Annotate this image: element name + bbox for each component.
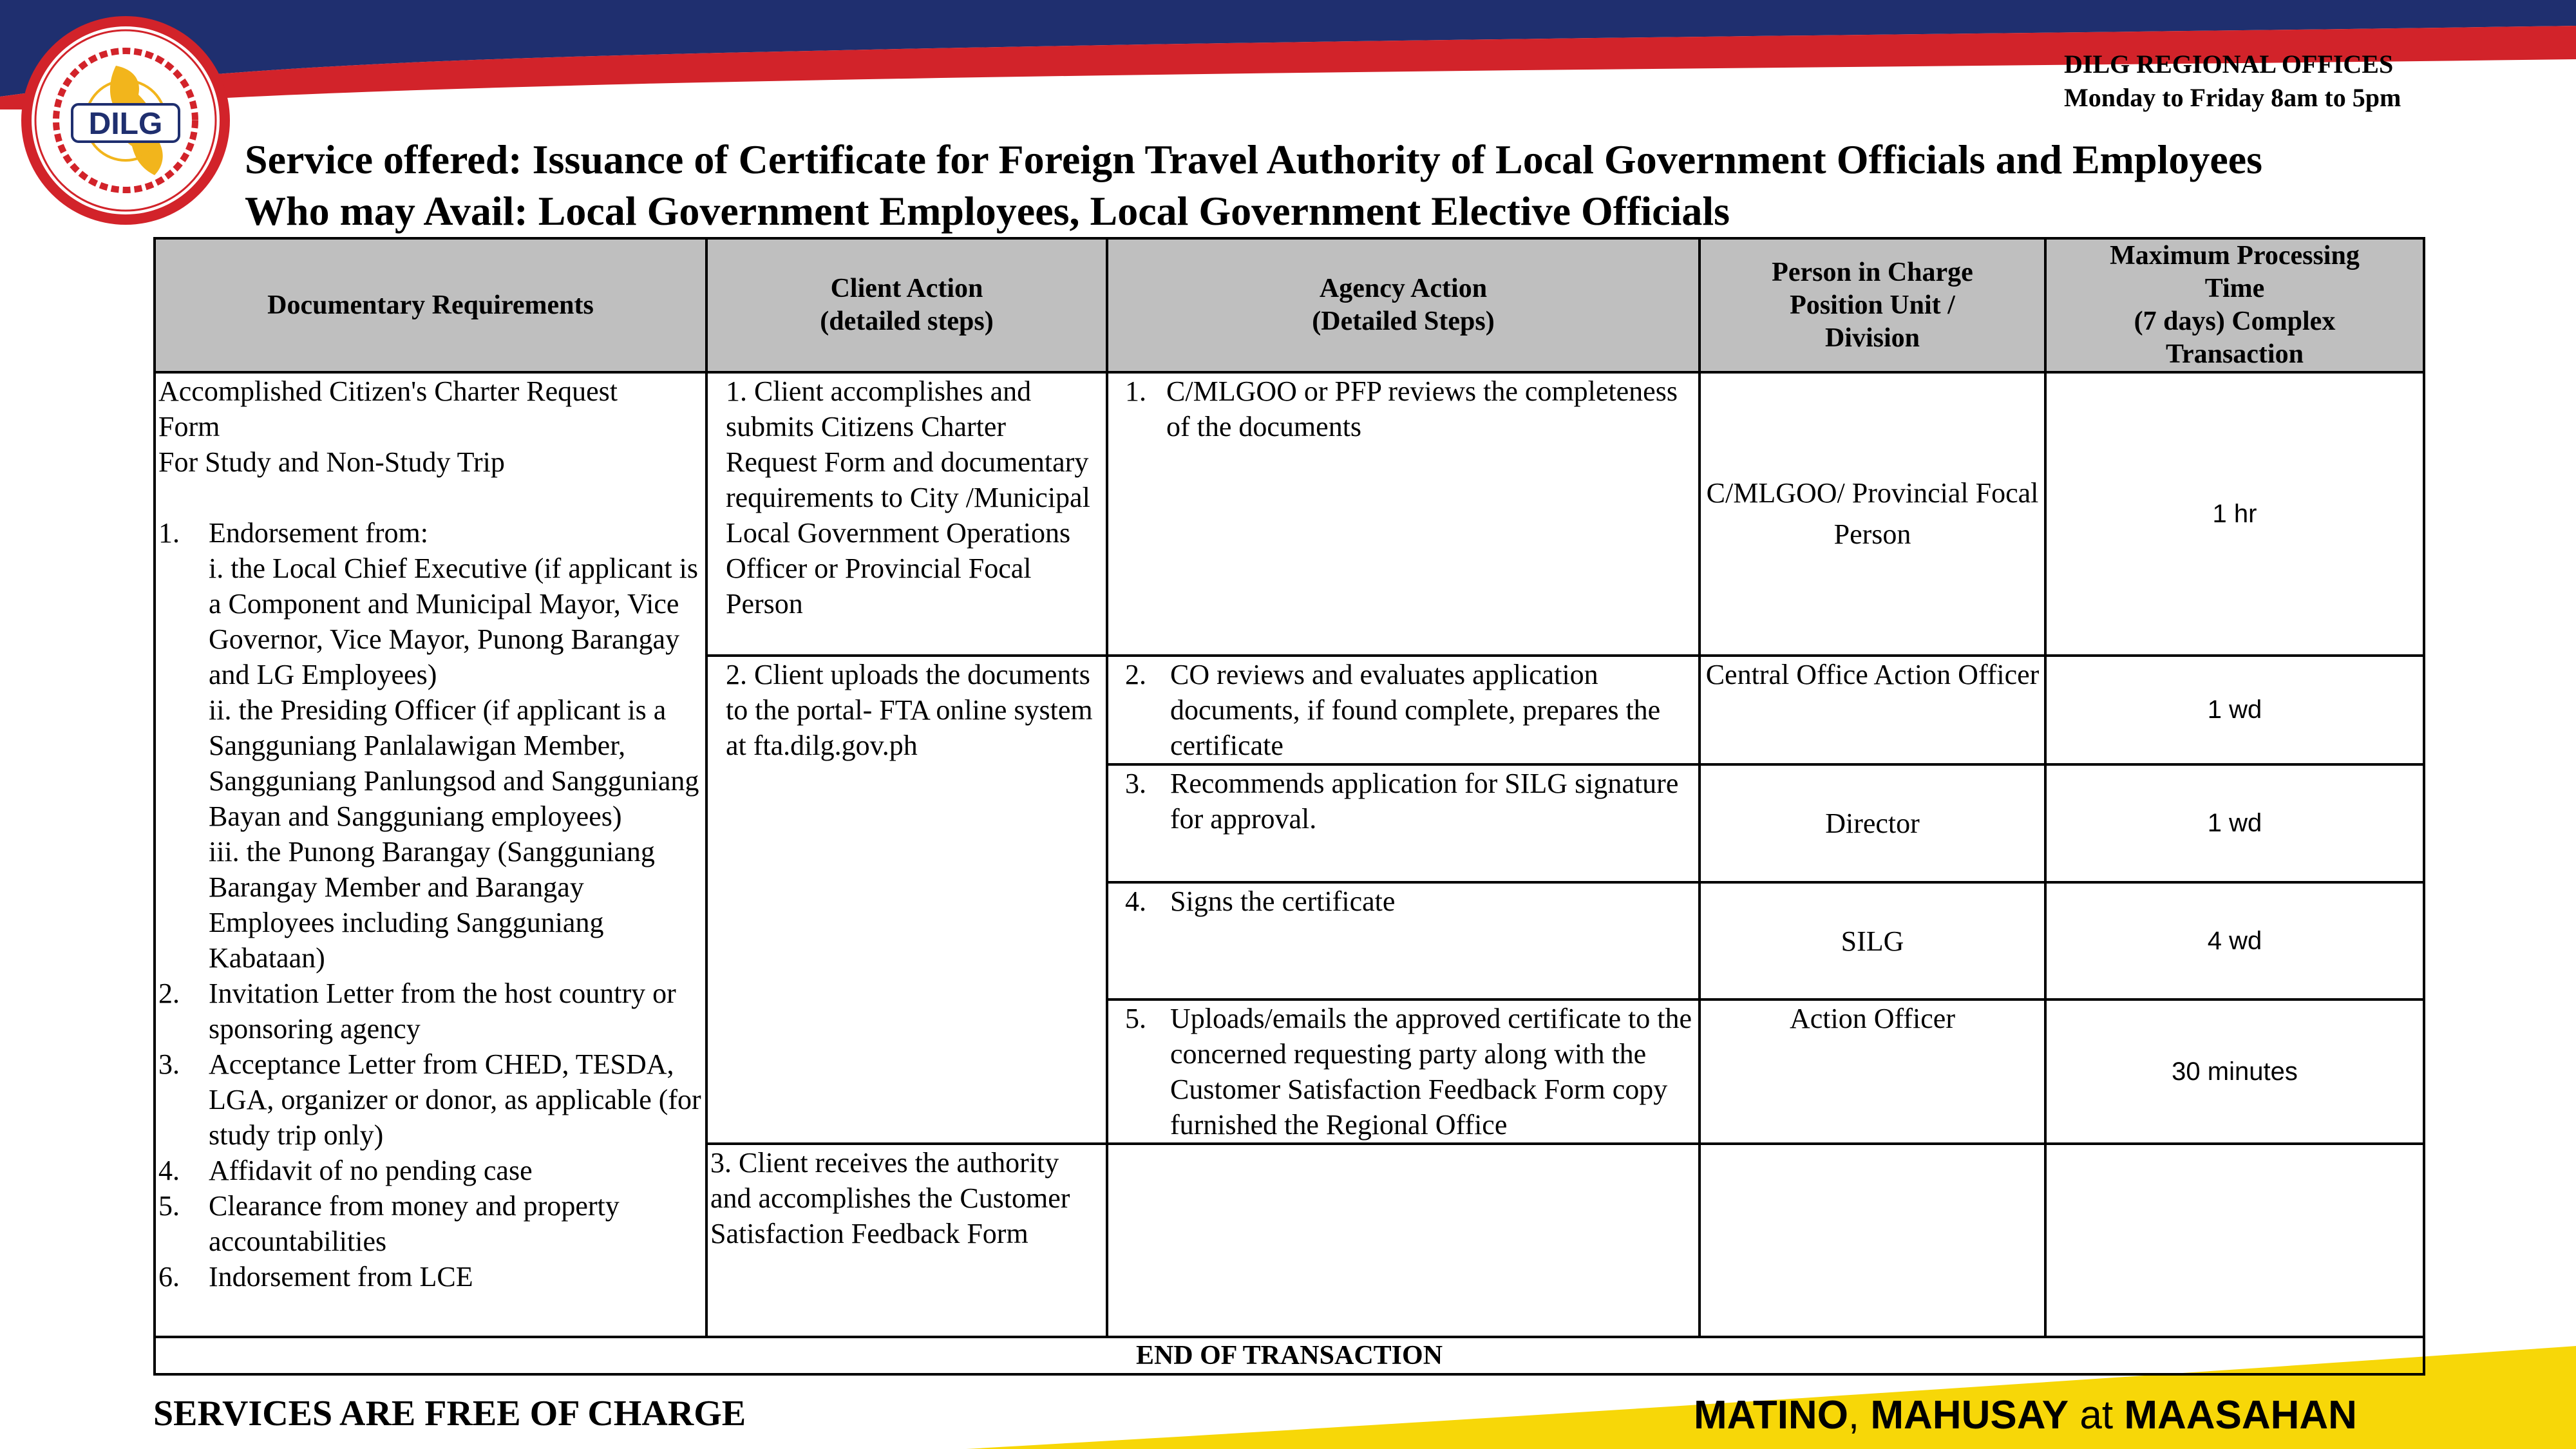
requirements-intro-3: For Study and Non-Study Trip [158,446,505,478]
free-of-charge-note: SERVICES ARE FREE OF CHARGE [153,1394,746,1434]
requirements-intro-1: Accomplished Citizen's Charter Request [158,375,618,407]
agency-action-3: 3. Recommends application for SILG signature for approval. [1107,764,1700,882]
header-processing-time: Maximum Processing Time (7 days) Complex Transaction [2045,238,2424,372]
header-person-in-charge: Person in Charge Position Unit / Division [1700,238,2045,372]
list-item: 3. Acceptance Letter from CHED, TESDA, LGA, organizer or donor, as applicable (for study trip only) [158,1048,701,1151]
person-in-charge-3: Director [1700,764,2045,882]
client-action-3: 3. Client receives the authority and accomplishes the Customer Satisfaction Feedback Form [706,1144,1107,1337]
who-may-avail-title: Who may Avail: Local Government Employees, Local Government Elective Officials [245,188,1730,234]
motto: MATINO, MAHUSAY at MAASAHAN [1694,1393,2357,1437]
header-agency-action: Agency Action (Detailed Steps) [1107,238,1700,372]
service-offered-title: Service offered: Issuance of Certificate for Foreign Travel Authority of Local Government Officials and Employees [245,137,2263,182]
person-in-charge-1: C/MLGOO/ Provincial Focal Person [1700,372,2045,656]
list-item: 1. Endorsement from: [158,517,428,549]
header-client-action: Client Action (detailed steps) [706,238,1107,372]
client-action-2: 2. Client uploads the documents to the portal- FTA online system at fta.dilg.gov.ph [706,656,1107,1144]
table-row [155,372,2424,656]
list-item: 4. Affidavit of no pending case [158,1155,533,1186]
agency-action-4: 4. Signs the certificate [1107,882,1700,999]
logo-text: DILG [88,107,163,141]
office-hours: Monday to Friday 8am to 5pm [2064,83,2401,112]
person-in-charge-5: Action Officer [1700,999,2045,1144]
list-item: 6. Indorsement from LCE [158,1261,473,1293]
requirements-intro-2: Form [158,411,220,442]
office-info [2064,48,2401,115]
list-item: ii. the Presiding Officer (if applicant is a Sangguniang Panlalawigan Member, Sangguniang Panlungsod and Sangguniang Bayan and Sangguniang employees) [209,694,699,832]
agency-action-5: 5. Uploads/emails the approved certificate to the concerned requesting party along with the Customer Satisfaction Feedback Form copy furnished the Regional Office [1107,999,1700,1144]
list-item: iii. the Punong Barangay (Sangguniang Barangay Member and Barangay Employees including Sangguniang Kabataan) [209,836,655,974]
person-in-charge-2: Central Office Action Officer [1700,656,2045,764]
documentary-requirements-cell [155,372,706,1337]
table-header-row [155,238,2424,372]
agency-action-2: 2. CO reviews and evaluates application documents, if found complete, prepares the certificate [1107,656,1700,764]
processing-time-4: 4 wd [2045,882,2424,999]
processing-time-3: 1 wd [2045,764,2424,882]
list-item: 2. Invitation Letter from the host country or sponsoring agency [158,978,676,1045]
processing-time-empty [2045,1144,2424,1337]
person-in-charge-empty [1700,1144,2045,1337]
dilg-logo [19,14,232,227]
agency-action-1: 1. C/MLGOO or PFP reviews the completeness of the documents [1107,372,1700,656]
processing-time-5: 30 minutes [2045,999,2424,1144]
requirements-list [158,515,705,1294]
person-in-charge-4: SILG [1700,882,2045,999]
end-row [155,1337,2424,1374]
end-of-transaction: END OF TRANSACTION [155,1337,2424,1374]
citizens-charter-table [153,237,2425,1376]
list-item: i. the Local Chief Executive (if applicant is a Component and Municipal Mayor, Vice Governor, Vice Mayor, Punong Barangay and LG Employees) [209,553,698,690]
agency-action-empty [1107,1144,1700,1337]
list-item: 5. Clearance from money and property accountabilities [158,1190,620,1257]
processing-time-2: 1 wd [2045,656,2424,764]
client-action-1: 1. Client accomplishes and submits Citizens Charter Request Form and documentary requirements to City /Municipal Local Government Operations Officer or Provincial Focal Person [706,372,1107,656]
header-requirements: Documentary Requirements [155,238,706,372]
office-name: DILG REGIONAL OFFICES [2064,50,2394,79]
processing-time-1: 1 hr [2045,372,2424,656]
